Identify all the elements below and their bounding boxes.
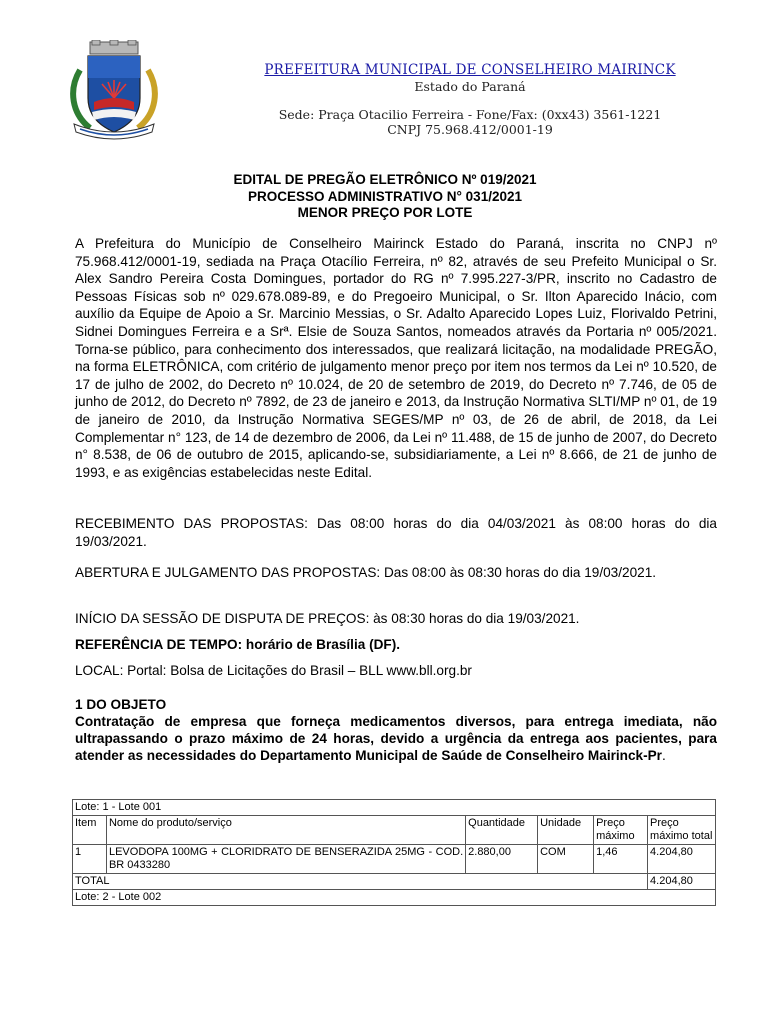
objeto-period: . [661, 748, 666, 763]
abertura-paragraph: ABERTURA E JULGAMENTO DAS PROPOSTAS: Das 08:00 às 08:30 horas do dia 19/03/2021. [75, 565, 657, 580]
table-row [73, 845, 716, 874]
state-name: Estado do Paraná [414, 79, 526, 94]
cell-qty: 2.880,00 [466, 845, 538, 874]
edital-title: EDITAL DE PREGÃO ELETRÔNICO Nº 019/2021 [233, 172, 537, 187]
prefeitura-title: PREFEITURA MUNICIPAL DE CONSELHEIRO MAIRINCK [264, 62, 676, 78]
header-name: Nome do produto/serviço [106, 816, 465, 845]
cell-price: 1,46 [594, 845, 648, 874]
processo-title: PROCESSO ADMINISTRATIVO N° 031/2021 [248, 188, 522, 204]
referencia-paragraph: REFERÊNCIA DE TEMPO: horário de Brasília (DF). [75, 637, 401, 652]
objeto-heading: 1 DO OBJETO [75, 697, 167, 712]
inicio-paragraph: INÍCIO DA SESSÃO DE DISPUTA DE PREÇOS: às 08:30 horas do dia 19/03/2021. [75, 611, 580, 626]
letterhead [200, 62, 740, 137]
total-row [73, 874, 716, 890]
header-item: Item [73, 816, 107, 845]
lot1-label: Lote: 1 - Lote 001 [73, 800, 716, 816]
lot2-label: Lote: 2 - Lote 002 [73, 890, 716, 906]
lots-table [72, 799, 716, 906]
lot-header-row [73, 890, 716, 906]
header-total: Preço máximo total [648, 816, 716, 845]
lot-header-row [73, 800, 716, 816]
address-line: Sede: Praça Otacilio Ferreira - Fone/Fax: (0xx43) 3561-1221 [278, 107, 662, 122]
cell-item: 1 [73, 845, 107, 874]
recebimento-paragraph: RECEBIMENTO DAS PROPOSTAS: Das 08:00 horas do dia 04/03/2021 às 08:00 horas do dia 19/03/2021. [75, 516, 717, 549]
municipal-coat-of-arms-icon [66, 40, 162, 140]
cell-unit: COM [538, 845, 594, 874]
header-qty: Quantidade [466, 816, 538, 845]
header-price: Preço máximo [594, 816, 648, 845]
objeto-text: Contratação de empresa que forneça medicamentos diversos, para entrega imediata, não ultrapassando o prazo máximo de 24 horas, devido a urgência da entrega aos pacientes, para atender as necessidades do Departamento Municipal de Saúde de Conselheiro Mairinck-Pr [75, 714, 717, 763]
cell-total: 4.204,80 [648, 845, 716, 874]
header-unit: Unidade [538, 816, 594, 845]
objeto-paragraph [75, 713, 717, 764]
total-value: 4.204,80 [648, 874, 716, 890]
criterio-title: MENOR PREÇO POR LOTE [297, 205, 473, 220]
total-label: TOTAL [73, 874, 648, 890]
cnpj-line: CNPJ 75.968.412/0001-19 [387, 122, 553, 137]
cell-name: LEVODOPA 100MG + CLORIDRATO DE BENSERAZIDA 25MG - COD. BR 0433280 [106, 845, 465, 874]
local-paragraph: LOCAL: Portal: Bolsa de Licitações do Brasil – BLL www.bll.org.br [75, 663, 472, 678]
edital-titles [120, 172, 650, 222]
intro-paragraph: A Prefeitura do Município de Conselheiro Mairinck Estado do Paraná, inscrita no CNPJ nº 75.968.412/0001-19, sediada na Praça Otacílio Ferreira, nº 82, através de seu Prefeito Municipal o Sr. Alex Sandro Pereira Costa Domingues, portador do RG nº 7.995.227-3/PR, inscrito no Cadastro de Pessoas Físicas sob nº 029.678.089-89, e do Pregoeiro Municipal, o Sr. Ilton Aparecido Inácio, com auxílio da Equipe de Apoio a Sr. Marcinio Messias, o Sr. Adalto Aparecido Lopes Luiz, Florivaldo Petrini, Sidnei Domingues Ferreira e a Srª. Elsie de Souza Santos, nomeados através da Portaria nº 005/2021. Torna-se público, para conhecimento dos interessados, que realizará licitação, na modalidade PREGÃO, na forma ELETRÔNICA, com critério de julgamento menor preço por item nos termos da Lei nº 10.520, de 17 de julho de 2002, do Decreto nº 10.024, de 20 de setembro de 2019, do Decreto nº 7.746, de 05 de junho de 2012, do Decreto nº 7892, de 23 de janeiro e 2013, da Instrução Normativa SLTI/MP nº 01, de 19 de janeiro de 2010, da Instrução Normativa SEGES/MP nº 03, de 26 de abril, de 2018, da Lei Complementar n° 123, de 14 de dezembro de 2006, da Lei nº 11.488, de 15 de junho de 2007, do Decreto n° 8.538, de 06 de outubro de 2015, aplicando-se, subsidiariamente, a Lei nº 8.666, de 21 de junho de 1993, e as exigências estabelecidas neste Edital. [75, 236, 717, 480]
table-header-row [73, 816, 716, 845]
